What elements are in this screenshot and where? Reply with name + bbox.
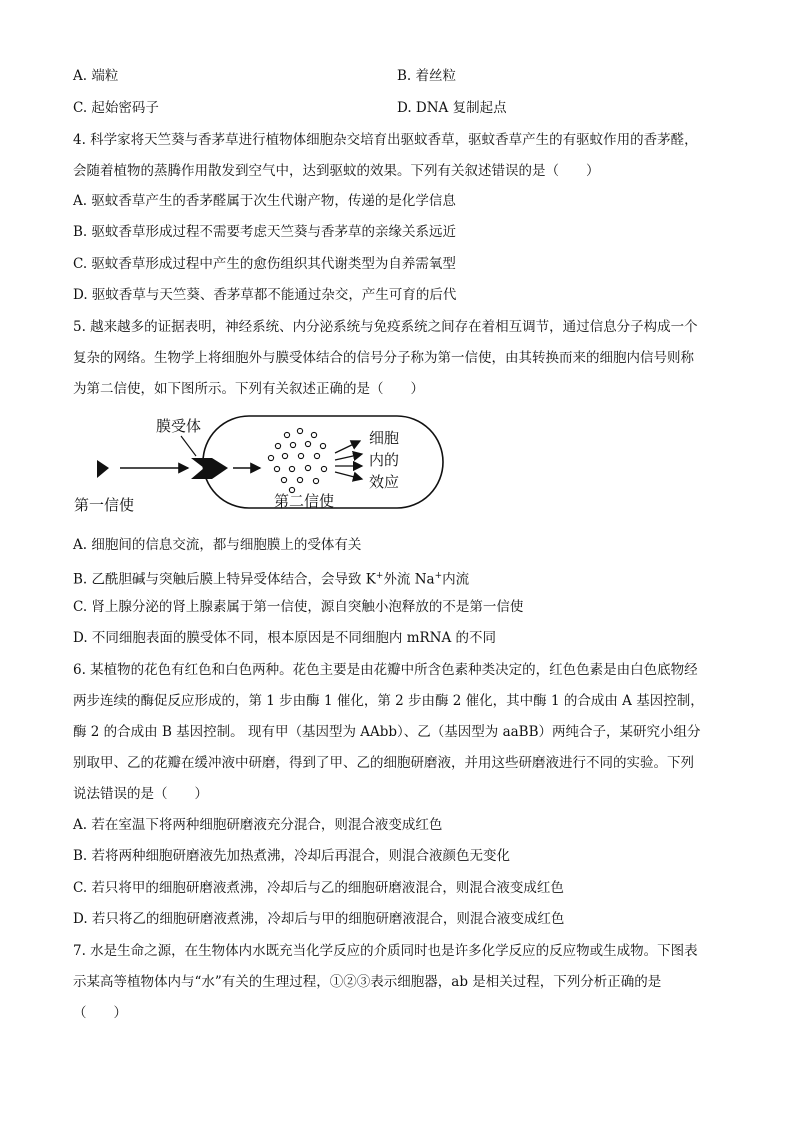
q4-option-d: D. 驱蚊香草与天竺葵、香茅草都不能通过杂交，产生可育的后代 bbox=[73, 287, 457, 303]
q4-stem-line: 4. 科学家将天竺葵与香茅草进行植物体细胞杂交培育出驱蚊香草，驱蚊香草产生的有驱蚊作用的香茅醛， bbox=[73, 132, 698, 148]
q4-stem bbox=[73, 125, 723, 187]
effect-label-line2: 内的 bbox=[369, 451, 400, 469]
signal-transduction-diagram bbox=[70, 408, 450, 520]
q6-option-b: B. 若将两种细胞研磨液先加热煮沸，冷却后再混合，则混合液颜色无变化 bbox=[73, 848, 511, 864]
q5-option-b-sup2: + bbox=[434, 571, 443, 581]
q5-option-a: A. 细胞间的信息交流，都与细胞膜上的受体有关 bbox=[73, 537, 362, 553]
q3-option-c: C. 起始密码子 bbox=[73, 100, 159, 116]
effect-arrow bbox=[335, 441, 360, 453]
q4-option-b: B. 驱蚊香草形成过程不需要考虑天竺葵与香茅草的亲缘关系远近 bbox=[73, 224, 457, 240]
effect-arrow bbox=[335, 454, 362, 460]
q6-stem-line: 两步连续的酶促反应形成的，第 1 步由酶 1 催化，第 2 步由酶 2 催化，其中酶 1 的合成由 A 基因控制， bbox=[73, 693, 704, 709]
q6-stem-line: 说法错误的是（ ） bbox=[73, 786, 208, 802]
q5-option-b bbox=[73, 566, 469, 590]
q4-stem-line: 会随着植物的蒸腾作用散发到空气中，达到驱蚊的效果。下列有关叙述错误的是（ ） bbox=[73, 163, 600, 179]
q7-stem-line: 示某高等植物体内与“水”有关的生理过程，①②③表示细胞器，ab 是相关过程，下列分析正确的是 bbox=[73, 974, 662, 990]
membrane-receptor-label: 膜受体 bbox=[156, 417, 202, 435]
q5-option-c: C. 肾上腺分泌的肾上腺素属于第一信使，源自突触小泡释放的不是第一信使 bbox=[73, 599, 524, 615]
q5-option-b-pre: B. 乙酰胆碱与突触后膜上特异受体结合，会导致 K bbox=[73, 571, 376, 588]
q5-stem-line: 复杂的网络。生物学上将细胞外与膜受体结合的信号分子称为第一信使，由其转换而来的细胞内信号则称 bbox=[73, 350, 694, 366]
effect-label-line1: 细胞 bbox=[369, 429, 400, 447]
effect-arrow bbox=[335, 472, 362, 479]
first-messenger-shape bbox=[97, 460, 109, 478]
receptor-pointer-line bbox=[181, 436, 196, 456]
q7-stem bbox=[73, 936, 723, 1029]
q6-stem bbox=[73, 655, 723, 810]
q6-option-d: D. 若只将乙的细胞研磨液煮沸，冷却后与甲的细胞研磨液混合，则混合液变成红色 bbox=[73, 911, 565, 927]
q5-stem-line: 为第二信使，如下图所示。下列有关叙述正确的是（ ） bbox=[73, 381, 424, 397]
q6-stem-line: 6. 某植物的花色有红色和白色两种。花色主要是由花瓣中所含色素种类决定的，红色色素是由白色底物经 bbox=[73, 662, 698, 678]
q6-stem-line: 别取甲、乙的花瓣在缓冲液中研磨，得到了甲、乙的细胞研磨液，并用这些研磨液进行不同的实验。下列 bbox=[73, 755, 694, 771]
q7-stem-line: 7. 水是生命之源，在生物体内水既充当化学反应的介质同时也是许多化学反应的反应物或生成物。下图表 bbox=[73, 943, 698, 959]
membrane-receptor-shape bbox=[191, 458, 228, 479]
q7-stem-line: （ ） bbox=[73, 1005, 127, 1021]
q3-option-a: A. 端粒 bbox=[73, 68, 119, 84]
q3-option-d: D. DNA 复制起点 bbox=[397, 100, 507, 116]
q5-option-d: D. 不同细胞表面的膜受体不同，根本原因是不同细胞内 mRNA 的不同 bbox=[73, 630, 497, 646]
second-messenger-label: 第二信使 bbox=[274, 492, 335, 510]
q4-option-a: A. 驱蚊香草产生的香茅醛属于次生代谢产物，传递的是化学信息 bbox=[73, 193, 456, 209]
q5-stem-line: 5. 越来越多的证据表明，神经系统、内分泌系统与免疫系统之间存在着相互调节，通过信息分子构成一个 bbox=[73, 319, 698, 335]
second-messenger-dots bbox=[268, 428, 326, 492]
first-messenger-label: 第一信使 bbox=[74, 496, 135, 514]
q6-option-a: A. 若在室温下将两种细胞研磨液充分混合，则混合液变成红色 bbox=[73, 817, 443, 833]
q6-stem-line: 酶 2 的合成由 B 基因控制。 现有甲（基因型为 AAbb）、乙（基因型为 aaBB）两纯合子，某研究小组分 bbox=[73, 724, 701, 740]
effect-label-line3: 效应 bbox=[369, 473, 400, 491]
q5-option-b-sup1: + bbox=[375, 571, 384, 581]
q3-option-b: B. 着丝粒 bbox=[397, 68, 457, 84]
q5-stem bbox=[73, 312, 723, 405]
q4-option-c: C. 驱蚊香草形成过程中产生的愈伤组织其代谢类型为自养需氧型 bbox=[73, 256, 456, 272]
q5-option-b-post: 内流 bbox=[442, 571, 470, 588]
q5-option-b-mid: 外流 Na bbox=[383, 571, 435, 588]
q6-option-c: C. 若只将甲的细胞研磨液煮沸，冷却后与乙的细胞研磨液混合，则混合液变成红色 bbox=[73, 880, 564, 896]
